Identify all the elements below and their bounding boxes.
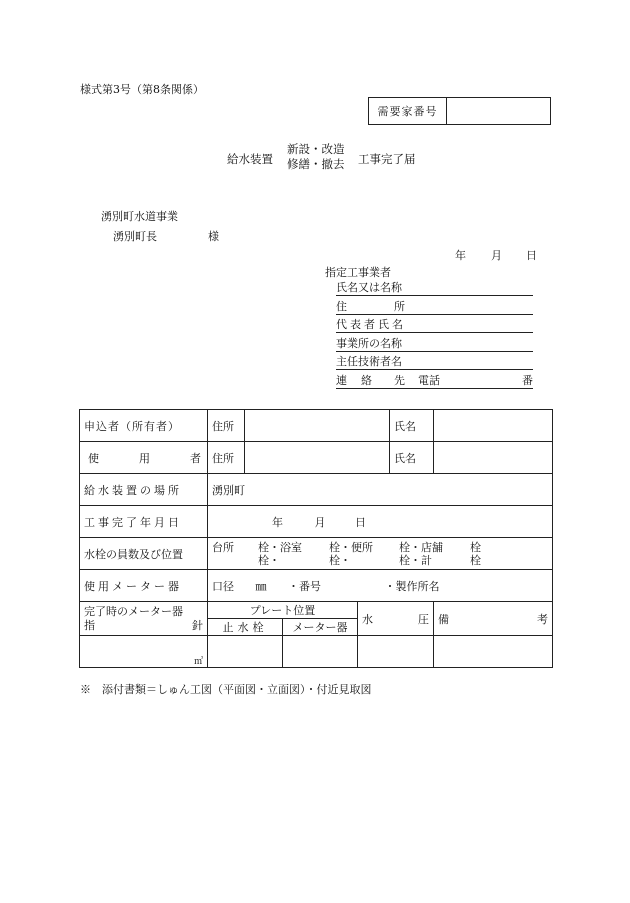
- contractor-contact-line[interactable]: [336, 374, 533, 389]
- table-row: [80, 506, 553, 538]
- user-address-field[interactable]: [245, 442, 390, 474]
- faucet-bath: 栓・浴室: [258, 540, 302, 554]
- water-pressure-field[interactable]: [358, 636, 434, 668]
- meter-maker: ・製作所名: [384, 579, 440, 593]
- faucet-row1: [212, 541, 548, 554]
- stop-valve-label: 止水栓: [208, 619, 283, 636]
- addressee-line1: 湧別町水道事業: [101, 210, 178, 223]
- table-row: [80, 410, 553, 442]
- meter-position-field[interactable]: [283, 636, 358, 668]
- applicant-name-field[interactable]: [434, 410, 553, 442]
- completion-date-label: 工事完了年月日: [80, 506, 208, 538]
- meter-no: ・番号: [288, 579, 321, 593]
- meter-label: 使用メーター器: [80, 570, 208, 602]
- faucet-r2-1: 栓・: [258, 553, 280, 567]
- table-row: [80, 442, 553, 474]
- faucet-end1: 栓: [470, 540, 481, 554]
- faucet-r2-4: 栓: [470, 553, 481, 567]
- cd-month: 月: [314, 515, 326, 529]
- user-name-field[interactable]: [434, 442, 553, 474]
- completion-date-field[interactable]: [208, 506, 553, 538]
- customer-number-field[interactable]: [447, 98, 550, 124]
- contractor-name-line[interactable]: [336, 281, 533, 296]
- final-reading-1: 完了時のメーター器: [84, 604, 183, 618]
- cd-day: 日: [355, 515, 366, 529]
- meter-mm: ㎜: [255, 579, 267, 593]
- table-row: [80, 538, 553, 570]
- water-pressure-label: 水 圧: [358, 602, 434, 636]
- faucet-kitchen: 台所: [212, 540, 234, 554]
- title-options: [287, 142, 345, 172]
- faucet-r2-2: 栓・: [329, 553, 351, 567]
- faucet-row2: [212, 554, 548, 567]
- contractor-contact-c: 先: [394, 374, 405, 387]
- form-number: 様式第3号（第8条関係）: [80, 83, 204, 96]
- table-row: [80, 474, 553, 506]
- table-row: [80, 602, 553, 619]
- date-year: 年: [455, 249, 466, 262]
- date-day: 日: [526, 249, 537, 262]
- user-label: 使 用 者: [80, 442, 208, 474]
- date-month: 月: [491, 249, 502, 262]
- contractor-name-label: 氏名又は名称: [336, 281, 402, 294]
- title-option-repair: 修繕・撤去: [287, 157, 345, 171]
- contractor-contact-e: 番: [522, 374, 533, 387]
- remarks-field[interactable]: [434, 636, 553, 668]
- location-label: 給水装置の場所: [80, 474, 208, 506]
- contractor-contact-b: 絡: [361, 374, 372, 387]
- contractor-address-label-b: 所: [394, 300, 405, 313]
- contractor-rep-line[interactable]: [336, 318, 533, 333]
- customer-number-box: [368, 97, 551, 125]
- meter-col-label: メーター器: [283, 619, 358, 636]
- completion-table: [79, 409, 553, 668]
- applicant-text: 申込者（所有者）: [84, 419, 180, 433]
- footnote: ※ 添付書類＝しゅん工図（平面図・立面図）・付近見取図: [80, 683, 372, 696]
- contractor-heading: 指定工事業者: [325, 266, 391, 279]
- contractor-address-label-a: 住: [336, 300, 347, 313]
- faucet-shop: 栓・店舗: [399, 540, 443, 554]
- applicant-address-label: 住所: [208, 410, 245, 442]
- applicant-name-label: 氏名: [390, 410, 434, 442]
- title-option-new: 新設・改造: [287, 142, 345, 156]
- applicant-address-field[interactable]: [245, 410, 390, 442]
- meter-field[interactable]: [208, 570, 553, 602]
- final-reading-label: [80, 602, 208, 636]
- meter-bore: 口径: [212, 579, 234, 593]
- applicant-label: [80, 410, 208, 442]
- faucet-r2-3: 栓・計: [399, 553, 432, 567]
- title-prefix: 給水装置: [227, 152, 273, 166]
- stop-valve-field[interactable]: [208, 636, 283, 668]
- faucet-label: 水栓の員数及び位置: [80, 538, 208, 570]
- faucet-field[interactable]: [208, 538, 553, 570]
- contractor-rep-label: 代表者氏名: [336, 318, 406, 331]
- table-row: [80, 570, 553, 602]
- user-address-label: 住所: [208, 442, 245, 474]
- customer-number-label: 需要家番号: [369, 98, 447, 124]
- location-field[interactable]: 湧別町: [208, 474, 553, 506]
- faucet-toilet: 栓・便所: [329, 540, 373, 554]
- cd-year: 年: [272, 515, 283, 529]
- title-suffix: 工事完了届: [358, 152, 416, 166]
- contractor-engineer-line[interactable]: [336, 355, 533, 370]
- final-reading-field[interactable]: ㎥: [80, 636, 208, 668]
- user-name-label: 氏名: [390, 442, 434, 474]
- remarks-label: 備 考: [434, 602, 553, 636]
- contractor-address-line[interactable]: [336, 300, 533, 315]
- contractor-engineer-label: 主任技術者名: [336, 355, 402, 368]
- contractor-contact-a: 連: [336, 374, 347, 387]
- final-reading-2: 指: [84, 618, 95, 632]
- plate-position-label: プレート位置: [208, 602, 358, 619]
- addressee-honorific: 様: [208, 230, 219, 243]
- final-reading-3: 針: [192, 618, 203, 632]
- addressee-line2: 湧別町長: [113, 230, 157, 243]
- table-row: [80, 636, 553, 668]
- contractor-contact-d: 電話: [418, 374, 440, 387]
- contractor-office-line[interactable]: [336, 337, 533, 352]
- contractor-office-label: 事業所の名称: [336, 337, 402, 350]
